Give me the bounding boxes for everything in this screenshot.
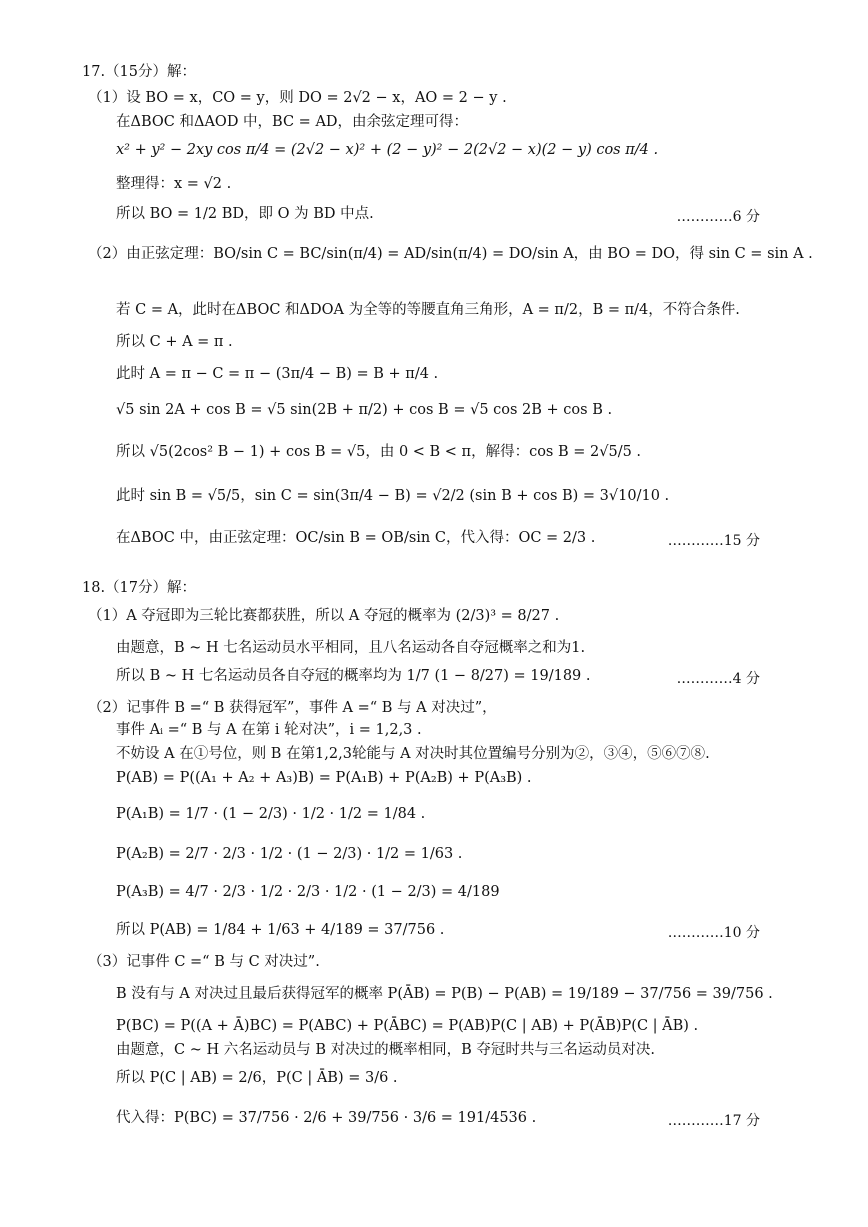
q17-p1-line3: x² + y² − 2xy cos π/4 = (2√2 − x)² + (2 − y)² − 2(2√2 − x)(2 − y) cos π/4 .	[116, 142, 659, 158]
q18-p3-line5: 所以 P(C | AB) = 2/6，P(C | ĀB) = 3/6 .	[116, 1070, 398, 1086]
q18-p1-line2: 由题意，B ~ H 七名运动员水平相同，且八名运动各自夺冠概率之和为1.	[116, 640, 586, 656]
q18-score-17: …………17 分	[667, 1113, 760, 1129]
q18-p3-line4: 由题意，C ~ H 六名运动员与 B 对决过的概率相同，B 夺冠时共与三名运动员对决.	[116, 1042, 655, 1058]
q18-p1-line3: 所以 B ~ H 七名运动员各自夺冠的概率均为 1/7 (1 − 8/27) = 19/189 .	[116, 668, 591, 684]
q18-header: 18.（17分）解：	[82, 580, 197, 596]
q17-p2-line1: （2）由正弦定理：BO/sin C = BC/sin(π/4) = AD/sin(π/4) = DO/sin A，由 BO = DO，得 sin C = sin A .	[88, 246, 813, 262]
q17-p2-line4: 此时 A = π − C = π − (3π/4 − B) = B + π/4 .	[116, 366, 439, 382]
q18-score-10: …………10 分	[667, 925, 760, 941]
q18-p3-line2: B 没有与 A 对决过且最后获得冠军的概率 P(ĀB) = P(B) − P(AB) = 19/189 − 37/756 = 39/756 .	[116, 986, 773, 1002]
q18-p2-line5: P(A₁B) = 1/7 · (1 − 2/3) · 1/2 · 1/2 = 1/84 .	[116, 806, 426, 822]
q18-p2-line2: 事件 Aᵢ =“ B 与 A 在第 i 轮对决”，i = 1,2,3 .	[116, 722, 422, 738]
q17-p2-line2: 若 C = A，此时在ΔBOC 和ΔDOA 为全等的等腰直角三角形，A = π/2，B = π/4，不符合条件.	[116, 302, 740, 318]
q18-p1-line1: （1）A 夺冠即为三轮比赛都获胜，所以 A 夺冠的概率为 (2/3)³ = 8/27 .	[88, 608, 560, 624]
q18-p3-line3: P(BC) = P((A + Ā)BC) = P(ABC) + P(ĀBC) = P(AB)P(C | AB) + P(ĀB)P(C | ĀB) .	[116, 1018, 699, 1034]
q17-p2-line6: 所以 √5(2cos² B − 1) + cos B = √5，由 0 < B < π，解得：cos B = 2√5/5 .	[116, 444, 642, 460]
q18-p2-line6: P(A₂B) = 2/7 · 2/3 · 1/2 · (1 − 2/3) · 1/2 = 1/63 .	[116, 846, 463, 862]
q17-p2-line7: 此时 sin B = √5/5，sin C = sin(3π/4 − B) = √2/2 (sin B + cos B) = 3√10/10 .	[116, 488, 670, 504]
q17-header: 17.（15分）解：	[82, 64, 197, 80]
q17-p2-line8: 在ΔBOC 中，由正弦定理：OC/sin B = OB/sin C，代入得：OC = 2/3 .	[116, 530, 596, 546]
q17-score-6: …………6 分	[676, 209, 760, 225]
q18-p2-line4: P(AB) = P((A₁ + A₂ + A₃)B) = P(A₁B) + P(A₂B) + P(A₃B) .	[116, 770, 532, 786]
q18-p2-line8: 所以 P(AB) = 1/84 + 1/63 + 4/189 = 37/756 .	[116, 922, 445, 938]
q17-p1-line4: 整理得：x = √2 .	[116, 176, 232, 192]
q18-p2-line1: （2）记事件 B =“ B 获得冠军”，事件 A =“ B 与 A 对决过”，	[88, 700, 497, 716]
q18-p3-line1: （3）记事件 C =“ B 与 C 对决过”.	[88, 954, 320, 970]
q18-p3-line6: 代入得：P(BC) = 37/756 · 2/6 + 39/756 · 3/6 = 191/4536 .	[116, 1110, 537, 1126]
q17-p2-line5: √5 sin 2A + cos B = √5 sin(2B + π/2) + cos B = √5 cos 2B + cos B .	[116, 402, 613, 418]
q18-p2-line7: P(A₃B) = 4/7 · 2/3 · 1/2 · 2/3 · 1/2 · (1 − 2/3) = 4/189	[116, 884, 500, 900]
q17-p1-line1: （1）设 BO = x，CO = y，则 DO = 2√2 − x，AO = 2 − y .	[88, 90, 507, 106]
q17-p1-line2: 在ΔBOC 和ΔAOD 中，BC = AD，由余弦定理可得：	[116, 114, 469, 130]
q17-p1-line5: 所以 BO = 1/2 BD，即 O 为 BD 中点.	[116, 206, 374, 222]
q17-score-15: …………15 分	[667, 533, 760, 549]
q17-p2-line3: 所以 C + A = π .	[116, 334, 233, 350]
q18-score-4: …………4 分	[676, 671, 760, 687]
q18-p2-line3: 不妨设 A 在①号位，则 B 在第1,2,3轮能与 A 对决时其位置编号分别为②，③④，⑤⑥⑦⑧.	[116, 746, 710, 762]
